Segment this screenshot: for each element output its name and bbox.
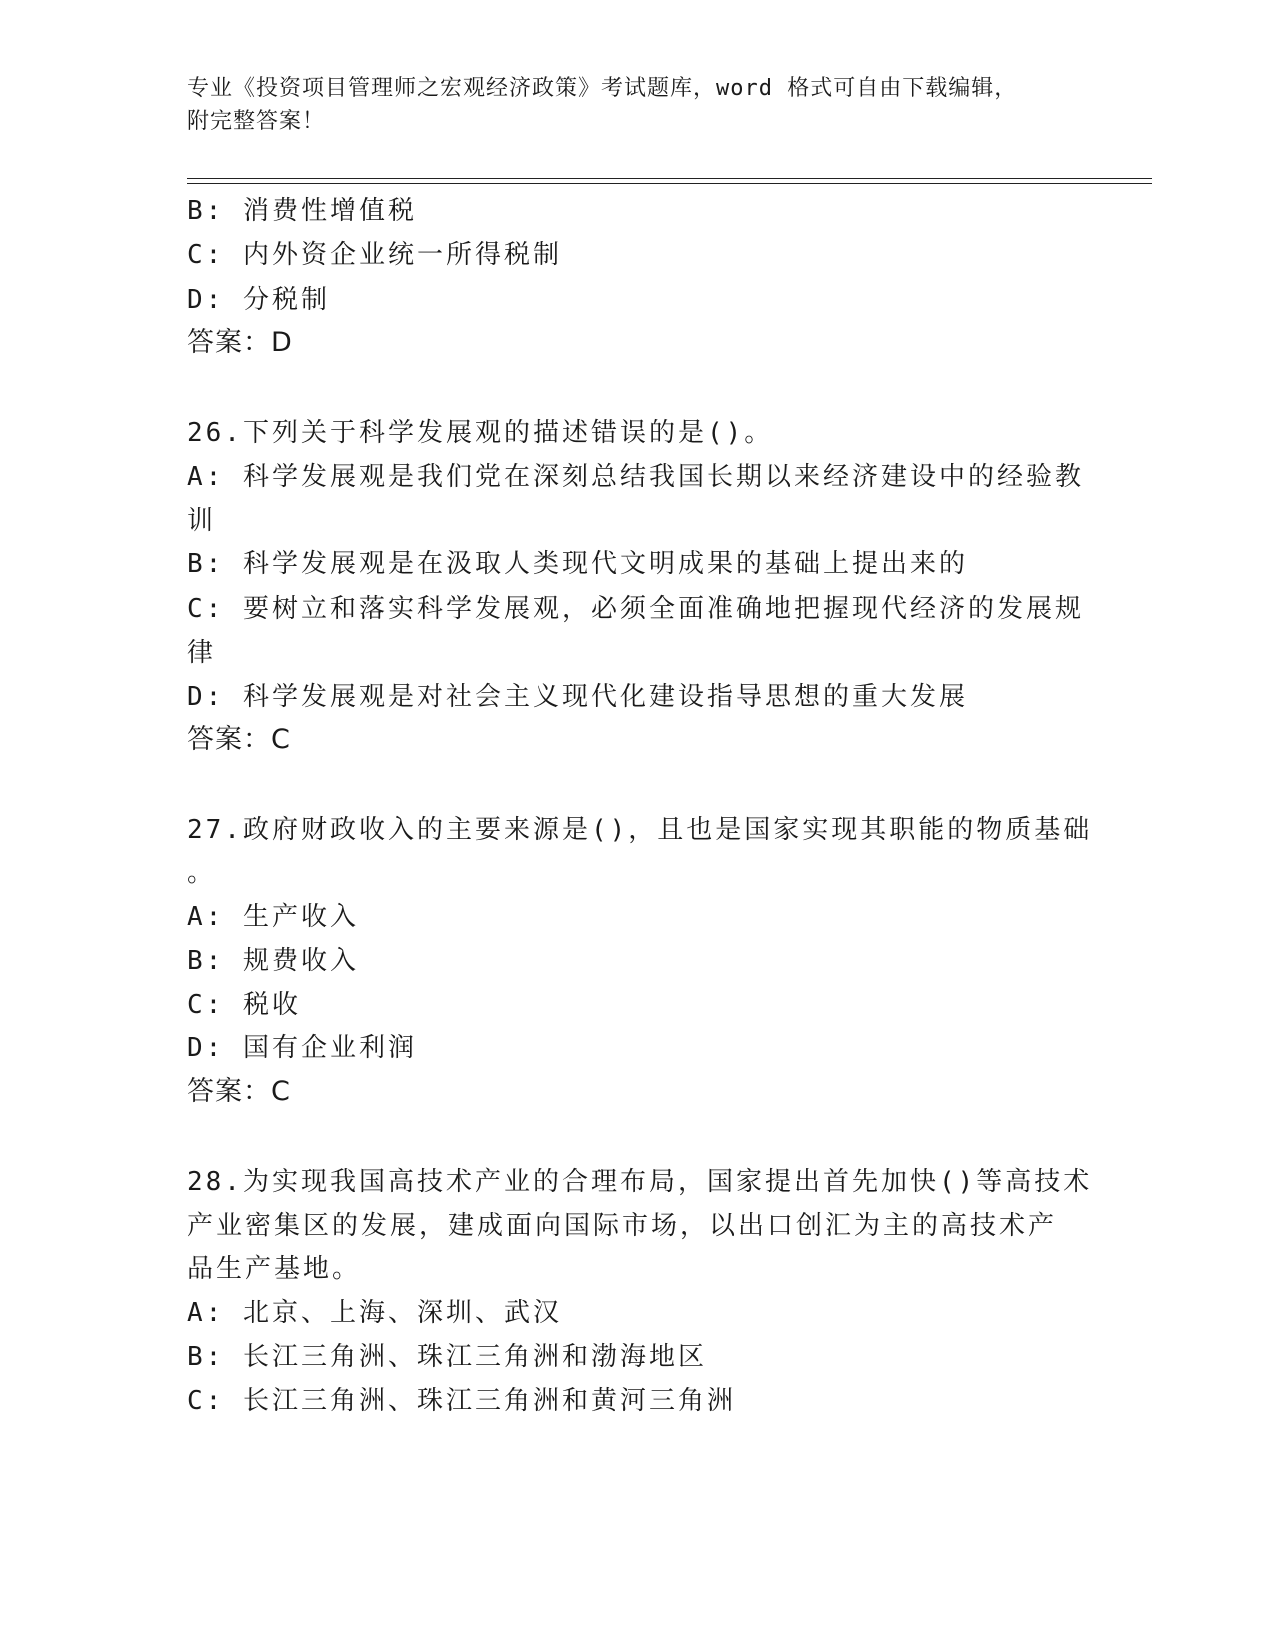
q27-stem-line-1: 27.政府财政收入的主要来源是()，且也是国家实现其职能的物质基础: [187, 815, 1093, 845]
q28-option-b: B: 长江三角洲、珠江三角洲和渤海地区: [187, 1342, 707, 1372]
q28-stem-line-1: 28.为实现我国高技术产业的合理布局，国家提出首先加快()等高技术: [187, 1167, 1093, 1197]
q26-option-a-line-1: A: 科学发展观是我们党在深刻总结我国长期以来经济建设中的经验教: [187, 462, 1084, 492]
q27-option-b: B: 规费收入: [187, 946, 359, 976]
q26-option-a-line-2: 训: [187, 506, 217, 536]
q27-option-d: D: 国有企业利润: [187, 1033, 417, 1063]
document-header: [187, 72, 1147, 138]
q25-option-b: B: 消费性增值税: [187, 196, 417, 226]
q27-answer: 答案：C: [187, 1076, 291, 1107]
q27-option-c: C: 税收: [187, 990, 301, 1020]
q25-option-c: C: 内外资企业统一所得税制: [187, 240, 562, 270]
header-line-2: 附完整答案！: [187, 109, 326, 134]
q26-option-c-line-1: C: 要树立和落实科学发展观，必须全面准确地把握现代经济的发展规: [187, 594, 1084, 624]
header-rule-top: [187, 178, 1152, 179]
header-line-1: 专业《投资项目管理师之宏观经济政策》考试题库，word 格式可自由下载编辑，: [187, 76, 1018, 101]
header-rule-bottom: [187, 183, 1152, 184]
q25-answer: 答案：D: [187, 327, 293, 358]
q28-option-c: C: 长江三角洲、珠江三角洲和黄河三角洲: [187, 1386, 736, 1416]
q27-option-a: A: 生产收入: [187, 902, 359, 932]
q27-stem-line-2: 。: [187, 858, 217, 888]
q25-option-d: D: 分税制: [187, 285, 330, 315]
q26-option-d: D: 科学发展观是对社会主义现代化建设指导思想的重大发展: [187, 682, 968, 712]
q26-answer: 答案：C: [187, 724, 291, 755]
q28-stem-line-3: 品生产基地。: [187, 1254, 362, 1284]
q28-stem-line-2: 产业密集区的发展，建成面向国际市场，以出口创汇为主的高技术产: [187, 1211, 1058, 1241]
q26-option-c-line-2: 律: [187, 638, 217, 668]
q26-stem: 26.下列关于科学发展观的描述错误的是()。: [187, 418, 774, 448]
q28-option-a: A: 北京、上海、深圳、武汉: [187, 1298, 562, 1328]
q26-option-b: B: 科学发展观是在汲取人类现代文明成果的基础上提出来的: [187, 549, 968, 579]
